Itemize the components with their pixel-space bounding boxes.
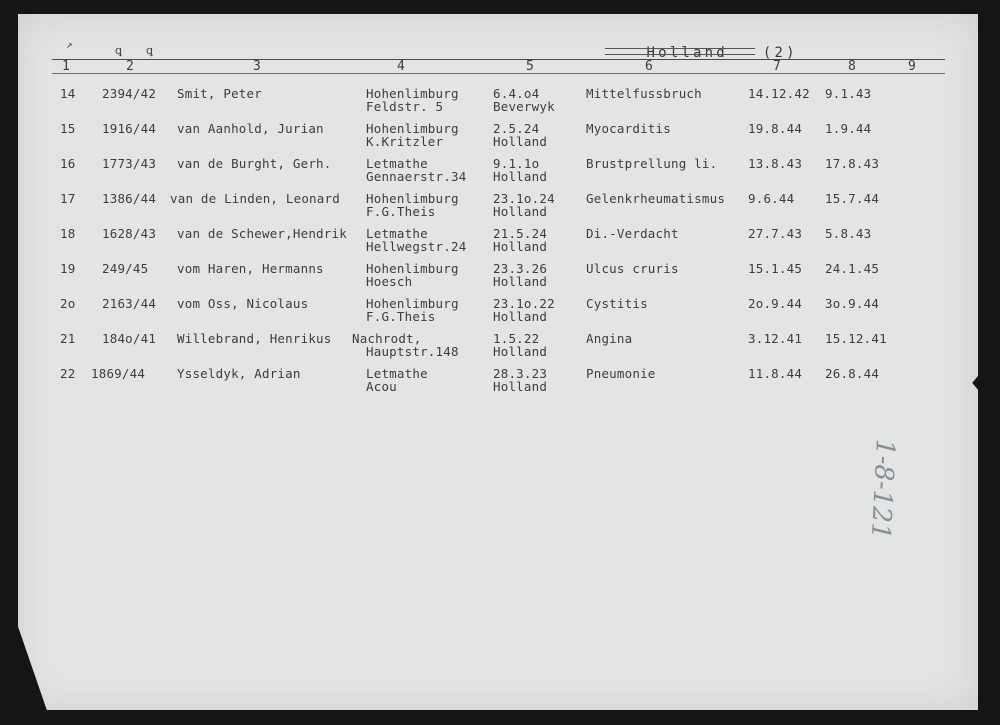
admission-date: 3.12.41 [748,331,803,346]
birth-date: 6.4.o4 [493,86,540,101]
top-mark-3: ꝗ [146,44,153,57]
address-line-1: Hohenlimburg [366,121,459,136]
address-line-1: Hohenlimburg [366,296,459,311]
diagnosis: Brustprellung li. [586,156,718,171]
admission-date: 11.8.44 [748,366,803,381]
pencil-annotation: 1-8-121 [864,438,900,541]
person-name: vom Haren, Hermanns [177,261,324,276]
birth-date: 23.1o.22 [493,296,555,311]
person-name: van de Schewer,Hendrik [177,226,347,241]
admission-date: 15.1.45 [748,261,803,276]
address-line-1: Hohenlimburg [366,261,459,276]
record-number: 184o/41 [102,331,157,346]
address-line-1: Letmathe [366,366,428,381]
birth-date: 21.5.24 [493,226,548,241]
column-number-4: 4 [397,59,405,74]
diagnosis: Myocarditis [586,121,671,136]
diagnosis: Mittelfussbruch [586,86,702,101]
discharge-date: 15.12.41 [825,331,887,346]
birth-place: Holland [493,169,548,184]
admission-date: 13.8.43 [748,156,803,171]
record-number: 2394/42 [102,86,157,101]
birth-place: Holland [493,239,548,254]
row-number: 21 [60,331,76,346]
address-line-2: Gennaerstr.34 [366,169,467,184]
discharge-date: 3o.9.44 [825,296,880,311]
document-sheet [18,14,978,710]
discharge-date: 5.8.43 [825,226,872,241]
admission-date: 9.6.44 [748,191,795,206]
birth-date: 2.5.24 [493,121,540,136]
diagnosis: Angina [586,331,633,346]
birth-date: 28.3.23 [493,366,548,381]
column-number-1: 1 [62,59,70,74]
diagnosis: Pneumonie [586,366,656,381]
top-mark-2: ꝗ [115,44,122,57]
address-line-1: Letmathe [366,156,428,171]
record-number: 1628/43 [102,226,157,241]
row-number: 18 [60,226,76,241]
column-number-7: 7 [773,59,781,74]
diagnosis: Di.-Verdacht [586,226,679,241]
record-number: 1386/44 [102,191,157,206]
discharge-date: 9.1.43 [825,86,872,101]
person-name: Ysseldyk, Adrian [177,366,301,381]
address-line-2: Hoesch [366,274,413,289]
row-number: 19 [60,261,76,276]
title-text: Holland [646,45,728,61]
title-underline [605,48,755,55]
row-number: 16 [60,156,76,171]
address-line-2: Hauptstr.148 [366,344,459,359]
record-number: 1869/44 [91,366,146,381]
header-rule-top [52,59,945,60]
column-number-9: 9 [908,59,916,74]
birth-place: Beverwyk [493,99,555,114]
column-number-6: 6 [645,59,653,74]
diagnosis: Ulcus cruris [586,261,679,276]
person-name: vom Oss, Nicolaus [177,296,309,311]
admission-date: 14.12.42 [748,86,810,101]
column-number-8: 8 [848,59,856,74]
birth-place: Holland [493,204,548,219]
discharge-date: 26.8.44 [825,366,880,381]
column-number-2: 2 [126,59,134,74]
row-number: 2o [60,296,76,311]
address-line-1: Letmathe [366,226,428,241]
birth-place: Holland [493,134,548,149]
discharge-date: 15.7.44 [825,191,880,206]
row-number: 17 [60,191,76,206]
address-line-1: Nachrodt, [352,331,422,346]
address-line-2: K.Kritzler [366,134,444,149]
person-name: Willebrand, Henrikus [177,331,332,346]
birth-place: Holland [493,274,548,289]
record-number: 1916/44 [102,121,157,136]
address-line-2: Acou [366,379,397,394]
page-number: (2) [762,45,798,61]
admission-date: 2o.9.44 [748,296,803,311]
birth-date: 23.3.26 [493,261,548,276]
record-number: 2163/44 [102,296,157,311]
address-line-2: F.G.Theis [366,309,436,324]
discharge-date: 17.8.43 [825,156,880,171]
discharge-date: 1.9.44 [825,121,872,136]
birth-place: Holland [493,379,548,394]
birth-date: 23.1o.24 [493,191,555,206]
column-number-3: 3 [253,59,261,74]
person-name: van de Linden, Leonard [170,191,340,206]
birth-place: Holland [493,309,548,324]
admission-date: 27.7.43 [748,226,803,241]
address-line-1: Hohenlimburg [366,86,459,101]
birth-date: 1.5.22 [493,331,540,346]
address-line-1: Hohenlimburg [366,191,459,206]
record-number: 249/45 [102,261,149,276]
admission-date: 19.8.44 [748,121,803,136]
address-line-2: Feldstr. 5 [366,99,444,114]
column-number-5: 5 [526,59,534,74]
address-line-2: F.G.Theis [366,204,436,219]
person-name: Smit, Peter [177,86,262,101]
diagnosis: Cystitis [586,296,648,311]
birth-place: Holland [493,344,548,359]
row-number: 14 [60,86,76,101]
row-number: 22 [60,366,76,381]
address-line-2: Hellwegstr.24 [366,239,467,254]
header-rule-bottom [52,73,945,74]
top-mark-1: ↗ [66,38,73,51]
record-number: 1773/43 [102,156,157,171]
discharge-date: 24.1.45 [825,261,880,276]
diagnosis: Gelenkrheumatismus [586,191,726,206]
person-name: van de Burght, Gerh. [177,156,332,171]
row-number: 15 [60,121,76,136]
birth-date: 9.1.1o [493,156,540,171]
person-name: van Aanhold, Jurian [177,121,324,136]
